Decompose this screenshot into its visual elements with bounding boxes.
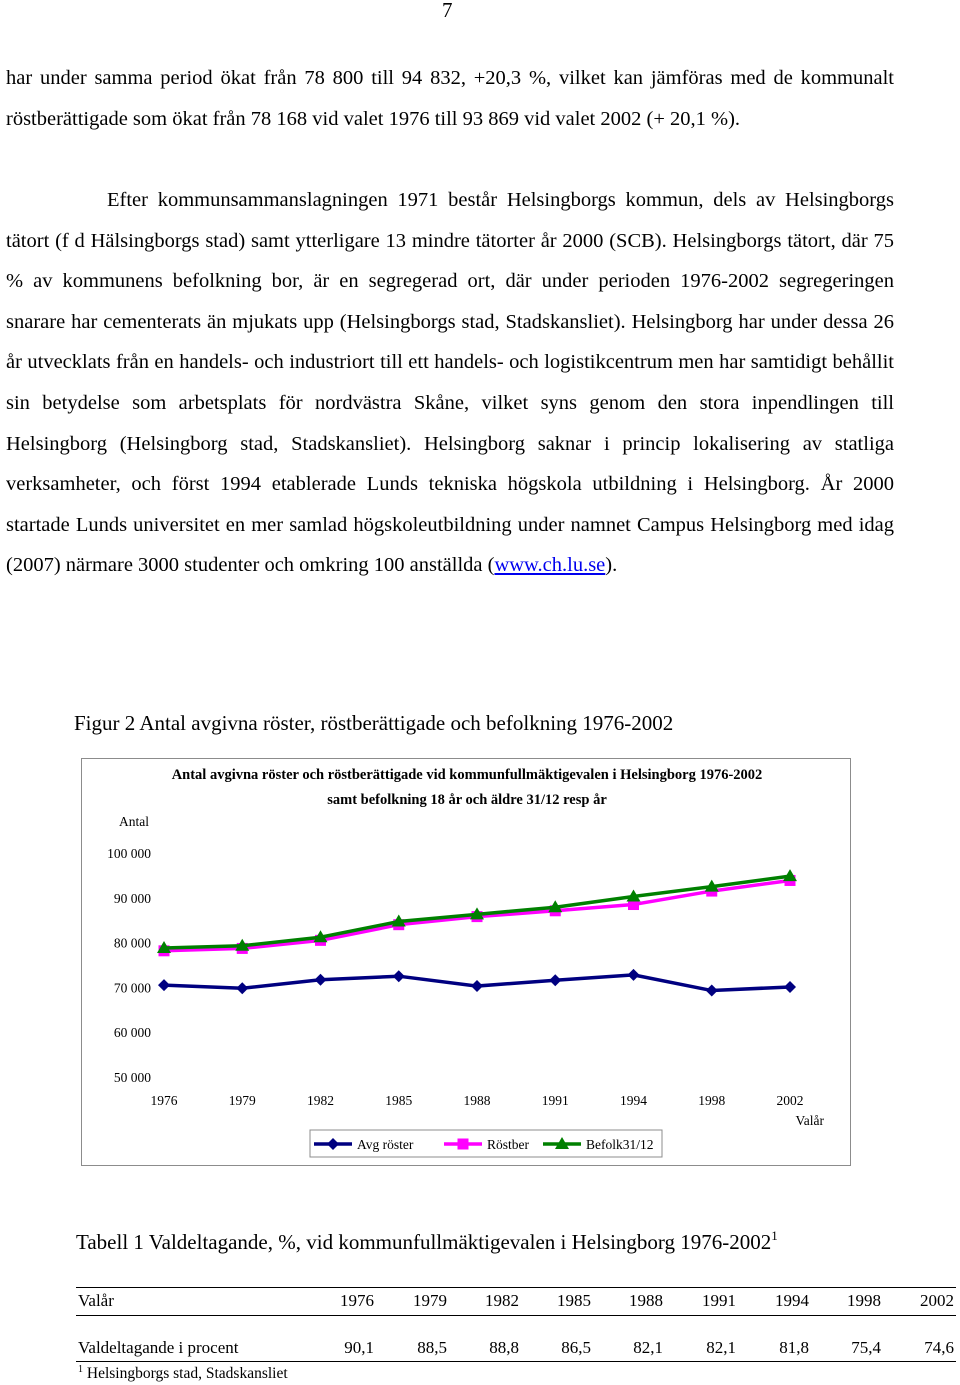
footnote-marker: 1 [78, 1364, 83, 1375]
footnote [78, 1364, 288, 1383]
table-cell: 88,5 [417, 1338, 447, 1357]
website-link[interactable]: www.ch.lu.se [494, 554, 606, 577]
y-tick-label: 100 000 [107, 846, 151, 861]
table-cell: 74,6 [924, 1338, 954, 1357]
y-tick-label: 80 000 [113, 935, 151, 951]
x-tick-label: 1998 [698, 1093, 726, 1108]
table-header-year: 1998 [847, 1291, 881, 1310]
paragraph-2-text: Efter kommunsammanslagningen 1971 består Helsingborgs kommun, dels av Helsingborgs tätort (f d Hälsingborgs stad) samt ytterligare 13 mindre tätorter år 2000 (SCB). Helsingborgs tätort, där 75 % av kommunens befolkning bor, är en segregerad ort, där under perioden 1976-2002 segregeringen snarare har cementerats än mjukats upp (Helsingborgs stad, Stadskansliet). Helsingborg har under dessa 26 år utvecklats från en handels- och industriort till ett handels- och logistikcentrum men har samtidigt behållit sin betydelse som arbetsplats för nordvästra Skåne, vilket syns genom den stora inpendlingen till Helsingborg (Helsingborg stad, Stadskansliet). Helsingborg saknar i princip lokalisering av statliga verksamheter, och först 1994 etablerade Lunds tekniska högskola utbildning i Helsingborg. År 2000 startade Lunds universitet en mer samlad högskoleutbildning under namnet Campus Helsingborg med idag (2007) närmare 3000 studenter och omkring 100 anställda ( [6, 189, 894, 577]
x-axis-label: Valår [795, 1113, 824, 1128]
line-chart [81, 758, 851, 1166]
footnote-text: Helsingborgs stad, Stadskansliet [86, 1365, 288, 1382]
table-data-row [78, 1338, 958, 1360]
table-top-rule [76, 1287, 956, 1288]
paragraph-2-end: ). [605, 554, 618, 577]
x-tick-label: 1979 [228, 1093, 256, 1108]
table-cell: 81,8 [779, 1338, 809, 1357]
table-header-year: 1985 [557, 1291, 591, 1310]
x-tick-label: 1985 [385, 1093, 413, 1108]
page-number: 7 [442, 0, 453, 22]
y-axis-label: Antal [119, 814, 149, 829]
data-point [549, 974, 561, 986]
table-caption [76, 1228, 778, 1255]
table-cell: 82,1 [706, 1338, 736, 1357]
data-point [628, 969, 640, 981]
data-point [706, 985, 718, 997]
paragraph-1: har under samma period ökat från 78 800 till 94 832, +20,3 %, vilket kan jämföras med de kommunalt röstberättigade som ökat från 78 168 vid valet 1976 till 93 869 vid valet 2002 (+ 20,1 %). [6, 67, 894, 130]
legend-label: Befolk31/12 [586, 1137, 654, 1152]
data-point [784, 981, 796, 993]
x-tick-label: 1991 [541, 1093, 569, 1108]
table-header-year: 1976 [340, 1291, 374, 1310]
figure-caption: Figur 2 Antal avgivna röster, röstberättigade och befolkning 1976-2002 [74, 711, 674, 735]
x-tick-label: 1982 [307, 1093, 334, 1108]
chart-title: Antal avgivna röster och röstberättigade vid kommunfullmäktigevalen i Helsingborg 1976-2002 [171, 767, 763, 783]
table-header-row [78, 1291, 958, 1313]
data-point [471, 980, 483, 992]
legend-marker [458, 1139, 469, 1150]
data-point [315, 974, 327, 986]
x-tick-label: 1994 [620, 1093, 647, 1108]
table-header-year: 2002 [920, 1291, 954, 1310]
legend-label: Avg röster [357, 1137, 414, 1152]
table-header-year: 1982 [485, 1291, 519, 1310]
y-tick-label: 70 000 [113, 980, 151, 996]
table-cell: 82,1 [633, 1338, 663, 1357]
table-cell: 86,5 [561, 1338, 591, 1357]
x-tick-label: 1976 [150, 1093, 178, 1108]
x-tick-label: 2002 [776, 1093, 804, 1108]
chart-subtitle: samt befolkning 18 år och äldre 31/12 resp år [327, 792, 607, 808]
table-header-rule [76, 1315, 956, 1316]
paragraph-2 [6, 180, 894, 586]
y-tick-label: 90 000 [113, 890, 151, 906]
x-tick-label: 1988 [463, 1093, 491, 1108]
table-header-year: 1994 [775, 1291, 809, 1310]
data-point [236, 982, 248, 994]
y-tick-label: 60 000 [113, 1025, 151, 1041]
data-point [158, 979, 170, 991]
y-tick-label: 50 000 [113, 1070, 151, 1085]
table-cell: 90,1 [344, 1338, 374, 1357]
data-point [393, 970, 405, 982]
table-cell: 75,4 [851, 1338, 881, 1357]
table-header-year: 1988 [629, 1291, 663, 1310]
table-bottom-rule [76, 1361, 956, 1362]
table-cell: 88,8 [489, 1338, 519, 1357]
table-header-year: 1991 [702, 1291, 736, 1310]
table-row-label: Valdeltagande i procent [78, 1338, 239, 1357]
table-caption-footnote-ref: 1 [771, 1228, 778, 1243]
legend-label: Röstber [487, 1137, 529, 1152]
table-caption-text: Tabell 1 Valdeltagande, %, vid kommunfullmäktigevalen i Helsingborg 1976-2002 [76, 1230, 772, 1254]
table-header-label: Valår [78, 1291, 114, 1310]
chart-svg [82, 759, 852, 1167]
table-header-year: 1979 [413, 1291, 447, 1310]
